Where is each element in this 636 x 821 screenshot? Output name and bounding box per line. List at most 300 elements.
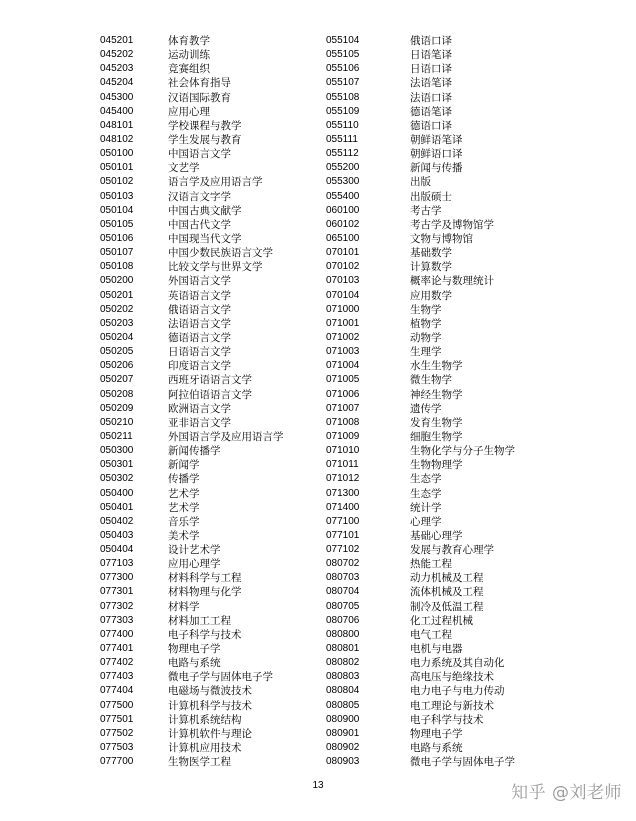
program-name: 微生物学 — [410, 374, 452, 387]
table-row — [100, 699, 315, 713]
program-name: 德语语言文学 — [168, 331, 231, 344]
program-name: 中国古代文学 — [168, 218, 231, 231]
table-row — [100, 359, 315, 373]
program-name: 外国语言学及应用语言学 — [168, 430, 284, 443]
program-name: 设计艺术学 — [168, 544, 221, 557]
program-code: 050103 — [100, 190, 134, 202]
table-row — [326, 331, 541, 345]
table-row — [326, 741, 541, 755]
table-row — [100, 571, 315, 585]
table-row — [100, 585, 315, 599]
program-name: 体育教学 — [168, 35, 210, 47]
table-row — [326, 585, 541, 599]
table-row — [326, 670, 541, 684]
table-row — [100, 289, 315, 303]
program-code: 050203 — [100, 317, 134, 329]
table-row — [100, 175, 315, 189]
program-name: 英语语言文学 — [168, 289, 231, 302]
table-row — [326, 614, 541, 628]
program-name: 材料科学与工程 — [168, 572, 242, 585]
program-code: 080803 — [326, 671, 360, 683]
program-name: 中国少数民族语言文学 — [168, 247, 273, 260]
program-code: 077301 — [100, 586, 134, 598]
program-name: 法语笔译 — [410, 77, 452, 90]
table-row — [326, 430, 541, 444]
program-name: 艺术学 — [168, 501, 200, 514]
table-row — [100, 119, 315, 133]
program-code: 055106 — [326, 63, 360, 75]
program-code: 055107 — [326, 77, 360, 89]
program-code: 080802 — [326, 657, 360, 669]
program-name: 中国语言文学 — [168, 148, 231, 161]
table-row — [100, 487, 315, 501]
table-row — [100, 684, 315, 698]
table-row — [326, 218, 541, 232]
program-name: 考古学 — [410, 204, 442, 217]
program-code: 050205 — [100, 346, 134, 358]
table-row — [326, 373, 541, 387]
table-row — [100, 260, 315, 274]
program-name: 微电子学与固体电子学 — [410, 756, 515, 769]
table-row — [100, 628, 315, 642]
program-code: 045400 — [100, 105, 134, 117]
table-row — [100, 416, 315, 430]
table-row — [100, 317, 315, 331]
program-name: 出版硕士 — [410, 190, 452, 203]
program-code: 055109 — [326, 105, 360, 117]
program-code: 045202 — [100, 49, 134, 61]
program-name: 语言学及应用语言学 — [168, 176, 263, 189]
program-code: 055104 — [326, 35, 360, 46]
table-row — [326, 246, 541, 260]
program-code: 055110 — [326, 119, 359, 131]
program-code: 077300 — [100, 572, 134, 584]
table-row — [326, 359, 541, 373]
program-name: 电机与电器 — [410, 643, 463, 656]
table-row — [326, 105, 541, 119]
program-code: 080801 — [326, 643, 360, 655]
program-name: 汉语国际教育 — [168, 91, 231, 104]
program-code: 050211 — [100, 430, 133, 442]
program-code: 077501 — [100, 713, 134, 725]
program-name: 细胞生物学 — [410, 430, 463, 443]
program-code: 080703 — [326, 572, 360, 584]
program-name: 音乐学 — [168, 515, 200, 528]
program-name: 电子科学与技术 — [410, 713, 484, 726]
program-code: 050107 — [100, 247, 134, 259]
program-name: 计算机软件与理论 — [168, 727, 252, 740]
program-name: 德语口译 — [410, 119, 452, 132]
program-code: 050206 — [100, 360, 134, 372]
table-row — [100, 458, 315, 472]
program-name: 基础心理学 — [410, 529, 463, 542]
program-name: 微电子学与固体电子学 — [168, 671, 273, 684]
program-name: 俄语语言文学 — [168, 303, 231, 316]
table-row — [100, 388, 315, 402]
program-code: 050207 — [100, 374, 134, 386]
table-row — [100, 642, 315, 656]
program-name: 西班牙语语言文学 — [168, 374, 252, 387]
program-code: 050202 — [100, 303, 134, 315]
program-name: 发育生物学 — [410, 416, 463, 429]
program-name: 遗传学 — [410, 402, 442, 415]
table-row — [100, 444, 315, 458]
program-name: 俄语口译 — [410, 35, 452, 47]
table-row — [100, 274, 315, 288]
program-code: 055400 — [326, 190, 360, 202]
program-name: 应用心理 — [168, 105, 210, 118]
program-code: 080702 — [326, 558, 360, 570]
program-code: 050105 — [100, 218, 134, 230]
right-column — [326, 34, 541, 769]
program-code: 077403 — [100, 671, 134, 683]
table-row — [100, 91, 315, 105]
program-name: 电磁场与微波技术 — [168, 685, 252, 698]
table-row — [326, 557, 541, 571]
program-code: 080705 — [326, 600, 360, 612]
table-row — [326, 289, 541, 303]
program-code: 080902 — [326, 742, 360, 754]
program-name: 动力机械及工程 — [410, 572, 484, 585]
program-code: 071001 — [326, 317, 360, 329]
program-code: 077700 — [100, 756, 134, 768]
table-row — [326, 529, 541, 543]
program-name: 生态学 — [410, 473, 442, 486]
program-code: 045203 — [100, 63, 134, 75]
program-code: 050400 — [100, 487, 134, 499]
program-code: 071005 — [326, 374, 360, 386]
program-code: 050106 — [100, 232, 134, 244]
program-code: 045204 — [100, 77, 134, 89]
program-name: 法语口译 — [410, 91, 452, 104]
table-row — [326, 458, 541, 472]
program-code: 070101 — [326, 247, 360, 259]
program-name: 朝鲜语口译 — [410, 148, 463, 161]
program-name: 朝鲜语笔译 — [410, 133, 463, 146]
table-row — [100, 755, 315, 769]
program-name: 社会体育指导 — [168, 77, 231, 90]
program-code: 050210 — [100, 416, 134, 428]
table-row — [326, 204, 541, 218]
table-row — [100, 48, 315, 62]
program-name: 应用心理学 — [168, 558, 221, 571]
program-code: 070102 — [326, 261, 360, 273]
program-name: 材料加工工程 — [168, 614, 231, 627]
program-code: 048101 — [100, 119, 134, 131]
program-name: 汉语言文字学 — [168, 190, 231, 203]
program-code: 071010 — [326, 445, 360, 457]
program-code: 055200 — [326, 162, 360, 174]
program-code: 048102 — [100, 133, 134, 145]
watermark: 知乎 @刘老师 — [511, 783, 622, 803]
table-row — [100, 614, 315, 628]
program-name: 新闻与传播 — [410, 162, 463, 175]
program-name: 生理学 — [410, 346, 442, 359]
program-code: 080804 — [326, 685, 360, 697]
table-row — [100, 600, 315, 614]
program-code: 077400 — [100, 628, 134, 640]
table-row — [100, 472, 315, 486]
program-code: 077103 — [100, 558, 134, 570]
program-code: 050108 — [100, 261, 134, 273]
table-row — [326, 147, 541, 161]
program-code: 050209 — [100, 402, 134, 414]
table-row — [100, 430, 315, 444]
program-name: 电工理论与新技术 — [410, 699, 494, 712]
program-name: 高电压与绝缘技术 — [410, 671, 494, 684]
program-name: 出版 — [410, 176, 431, 189]
program-code: 077502 — [100, 727, 134, 739]
program-code: 077302 — [100, 600, 134, 612]
table-row — [326, 232, 541, 246]
table-row — [100, 656, 315, 670]
program-code: 077401 — [100, 643, 134, 655]
table-row — [100, 246, 315, 260]
program-code: 055111 — [326, 133, 358, 145]
program-name: 外国语言文学 — [168, 275, 231, 288]
table-row — [326, 487, 541, 501]
table-row — [326, 642, 541, 656]
table-row — [326, 628, 541, 642]
table-row — [326, 119, 541, 133]
program-name: 水生生物学 — [410, 360, 463, 373]
table-row — [326, 402, 541, 416]
table-row — [100, 204, 315, 218]
table-row — [326, 755, 541, 769]
table-row — [326, 656, 541, 670]
program-code: 071400 — [326, 501, 360, 513]
program-code: 045201 — [100, 35, 134, 46]
left-column — [100, 34, 315, 769]
table-row — [326, 48, 541, 62]
program-code: 055112 — [326, 148, 359, 160]
program-code: 055300 — [326, 176, 360, 188]
program-code: 060102 — [326, 218, 360, 230]
table-row — [100, 741, 315, 755]
table-row — [326, 175, 541, 189]
table-row — [326, 472, 541, 486]
table-row — [326, 515, 541, 529]
program-name: 美术学 — [168, 529, 200, 542]
table-row — [100, 34, 315, 48]
program-code: 080900 — [326, 713, 360, 725]
table-row — [326, 190, 541, 204]
program-name: 电气工程 — [410, 628, 452, 641]
program-code: 071006 — [326, 388, 360, 400]
table-row — [100, 670, 315, 684]
program-name: 日语口译 — [410, 63, 452, 76]
program-code: 080706 — [326, 614, 360, 626]
table-row — [326, 133, 541, 147]
program-name: 生物医学工程 — [168, 756, 231, 769]
program-name: 电力系统及其自动化 — [410, 657, 505, 670]
table-row — [326, 501, 541, 515]
program-code: 050104 — [100, 204, 134, 216]
program-name: 艺术学 — [168, 487, 200, 500]
program-code: 050300 — [100, 445, 134, 457]
program-code: 050302 — [100, 473, 134, 485]
program-name: 生物化学与分子生物学 — [410, 445, 515, 458]
program-name: 文物与博物馆 — [410, 232, 473, 245]
table-row — [326, 684, 541, 698]
program-code: 055105 — [326, 49, 360, 61]
table-row — [326, 444, 541, 458]
program-name: 电力电子与电力传动 — [410, 685, 505, 698]
program-name: 中国现当代文学 — [168, 232, 242, 245]
program-name: 学生发展与教育 — [168, 133, 242, 146]
program-name: 热能工程 — [410, 558, 452, 571]
table-row — [100, 727, 315, 741]
program-code: 050204 — [100, 331, 134, 343]
program-code: 065100 — [326, 232, 360, 244]
table-row — [326, 34, 541, 48]
program-code: 071011 — [326, 459, 359, 471]
program-name: 物理电子学 — [410, 727, 463, 740]
table-row — [326, 161, 541, 175]
program-code: 050100 — [100, 148, 134, 160]
program-name: 神经生物学 — [410, 388, 463, 401]
program-code: 050200 — [100, 275, 134, 287]
table-row — [100, 515, 315, 529]
program-name: 文艺学 — [168, 162, 200, 175]
program-name: 运动训练 — [168, 49, 210, 62]
program-code: 050401 — [100, 501, 134, 513]
table-row — [100, 543, 315, 557]
program-code: 071008 — [326, 416, 360, 428]
program-code: 071002 — [326, 331, 360, 343]
program-code: 077102 — [326, 544, 360, 556]
table-row — [100, 147, 315, 161]
program-name: 阿拉伯语语言文学 — [168, 388, 252, 401]
program-name: 生态学 — [410, 487, 442, 500]
program-name: 日语语言文学 — [168, 346, 231, 359]
table-row — [326, 543, 541, 557]
program-code: 080805 — [326, 699, 360, 711]
program-name: 概率论与数理统计 — [410, 275, 494, 288]
program-code: 070103 — [326, 275, 360, 287]
program-name: 动物学 — [410, 331, 442, 344]
program-code: 077503 — [100, 742, 134, 754]
table-row — [100, 232, 315, 246]
program-name: 计算机应用技术 — [168, 742, 242, 755]
program-code: 060100 — [326, 204, 360, 216]
program-name: 材料物理与化学 — [168, 586, 242, 599]
program-code: 080704 — [326, 586, 360, 598]
table-row — [100, 133, 315, 147]
program-name: 电子科学与技术 — [168, 628, 242, 641]
table-row — [326, 76, 541, 90]
program-name: 新闻传播学 — [168, 445, 221, 458]
program-code: 050403 — [100, 529, 134, 541]
table-row — [326, 317, 541, 331]
program-name: 亚非语言文学 — [168, 416, 231, 429]
program-code: 077402 — [100, 657, 134, 669]
page-number: 13 — [312, 780, 324, 791]
table-row — [326, 416, 541, 430]
program-code: 055108 — [326, 91, 360, 103]
table-row — [100, 373, 315, 387]
program-code: 077404 — [100, 685, 134, 697]
program-name: 欧洲语言文学 — [168, 402, 231, 415]
table-row — [100, 713, 315, 727]
program-name: 化工过程机械 — [410, 614, 473, 627]
program-name: 日语笔译 — [410, 49, 452, 62]
program-name: 基础数学 — [410, 247, 452, 260]
program-name: 物理电子学 — [168, 643, 221, 656]
program-code: 071009 — [326, 430, 360, 442]
program-name: 中国古典文献学 — [168, 204, 242, 217]
table-row — [100, 331, 315, 345]
table-row — [100, 76, 315, 90]
table-row — [326, 345, 541, 359]
program-code: 071007 — [326, 402, 360, 414]
program-code: 050208 — [100, 388, 134, 400]
table-row — [326, 699, 541, 713]
program-code: 071300 — [326, 487, 360, 499]
table-row — [326, 388, 541, 402]
program-code: 070104 — [326, 289, 360, 301]
program-name: 印度语言文学 — [168, 360, 231, 373]
program-name: 统计学 — [410, 501, 442, 514]
program-code: 071004 — [326, 360, 360, 372]
program-code: 071003 — [326, 346, 360, 358]
table-row — [326, 274, 541, 288]
program-name: 生物学 — [410, 303, 442, 316]
table-row — [100, 218, 315, 232]
table-row — [326, 91, 541, 105]
table-row — [100, 190, 315, 204]
program-name: 传播学 — [168, 473, 200, 486]
table-row — [100, 402, 315, 416]
table-row — [326, 727, 541, 741]
program-code: 080800 — [326, 628, 360, 640]
table-row — [100, 105, 315, 119]
table-row — [326, 713, 541, 727]
program-code: 050301 — [100, 459, 134, 471]
program-code: 050101 — [100, 162, 134, 174]
program-code: 071012 — [326, 473, 360, 485]
program-code: 077101 — [326, 529, 360, 541]
program-code: 077500 — [100, 699, 134, 711]
program-name: 心理学 — [410, 515, 442, 528]
program-code: 080903 — [326, 756, 360, 768]
program-code: 080901 — [326, 727, 360, 739]
program-name: 材料学 — [168, 600, 200, 613]
program-name: 德语笔译 — [410, 105, 452, 118]
program-name: 应用数学 — [410, 289, 452, 302]
program-code: 077100 — [326, 515, 360, 527]
program-name: 电路与系统 — [168, 657, 221, 670]
table-row — [100, 501, 315, 515]
table-row — [100, 161, 315, 175]
program-code: 050404 — [100, 544, 134, 556]
table-row — [326, 571, 541, 585]
table-row — [326, 600, 541, 614]
table-row — [326, 260, 541, 274]
program-name: 比较文学与世界文学 — [168, 261, 263, 274]
program-name: 植物学 — [410, 317, 442, 330]
program-code: 050201 — [100, 289, 134, 301]
program-name: 流体机械及工程 — [410, 586, 484, 599]
program-name: 制冷及低温工程 — [410, 600, 484, 613]
program-name: 竞赛组织 — [168, 63, 210, 76]
table-row — [100, 345, 315, 359]
program-name: 生物物理学 — [410, 459, 463, 472]
program-code: 077303 — [100, 614, 134, 626]
program-name: 计算数学 — [410, 261, 452, 274]
table-row — [100, 557, 315, 571]
program-name: 学校课程与教学 — [168, 119, 242, 132]
